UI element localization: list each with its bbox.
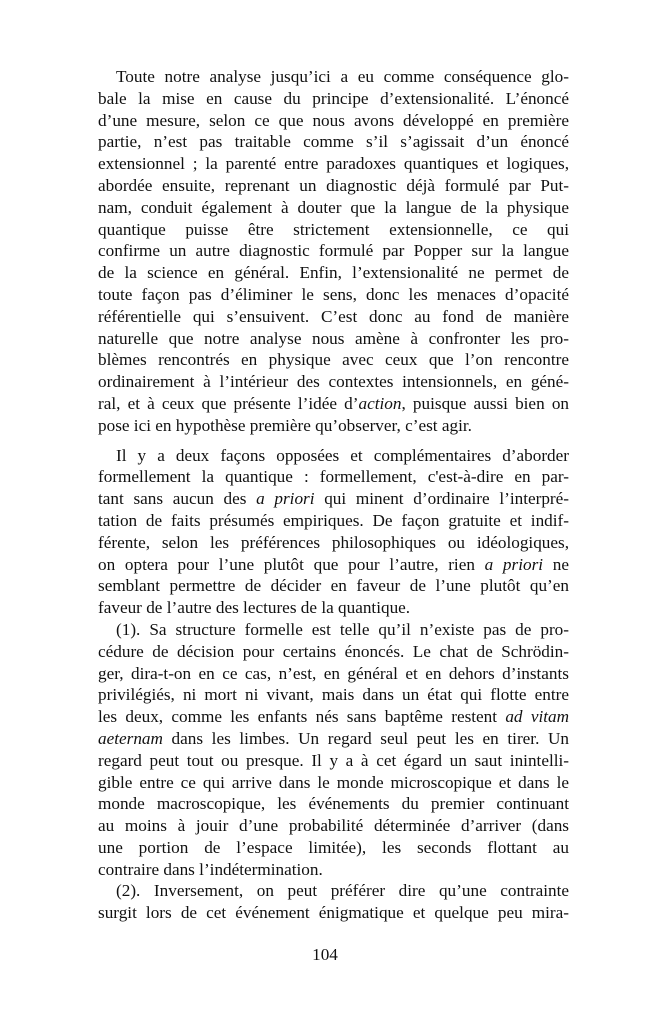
- page-body: [98, 66, 569, 924]
- text-segment: privilégiés, ni mort ni vivant, mais dans un état qui flotte entre: [98, 685, 569, 705]
- text-segment: contraire dans l’indétermination.: [98, 859, 323, 879]
- text-segment: Il y a deux façons opposées et complémentaires d’aborder: [116, 445, 569, 465]
- text-line: [98, 902, 569, 924]
- text-line: [98, 262, 569, 284]
- text-segment: monde macroscopique, les événements du premier continuant: [98, 794, 569, 814]
- text-segment: les deux, comme les enfants nés sans baptême restent: [98, 707, 506, 727]
- text-segment: tation de faits présumés empiriques. De façon gratuite et indif-: [98, 510, 569, 530]
- text-line: [98, 750, 569, 772]
- text-segment: ne: [543, 554, 569, 574]
- text-segment: nam, conduit également à douter que la langue de la physique: [98, 197, 569, 217]
- text-line: [98, 110, 569, 132]
- italic-text: a priori: [256, 489, 315, 509]
- text-line: [98, 880, 569, 902]
- text-segment: bale la mise en cause du principe d’extensionalité. L’énoncé: [98, 88, 569, 108]
- text-segment: confirme un autre diagnostic formulé par Popper sur la langue: [98, 241, 569, 261]
- text-segment: gible entre ce qui arrive dans le monde microscopique et dans le: [98, 772, 569, 792]
- text-line: [98, 306, 569, 328]
- paragraph: [98, 66, 569, 437]
- text-line: [98, 219, 569, 241]
- text-line: [98, 328, 569, 350]
- text-line: [98, 772, 569, 794]
- text-segment: cédure de décision pour certains énoncés. Le chat de Schrödin-: [98, 641, 569, 661]
- text-line: [98, 575, 569, 597]
- text-segment: on optera pour l’une plutôt que pour l’autre, rien: [98, 554, 485, 574]
- text-line: [98, 488, 569, 510]
- text-segment: extensionnel ; la parenté entre paradoxes quantiques et logiques,: [98, 154, 569, 174]
- text-segment: référentielle qui s’ensuivent. C’est donc au fond de manière: [98, 306, 569, 326]
- text-line: [98, 240, 569, 262]
- text-segment: tant sans aucun des: [98, 489, 257, 509]
- text-segment: toute façon pas d’éliminer le sens, donc les menaces d’opacité: [98, 284, 569, 304]
- text-line: [98, 597, 569, 619]
- text-segment: une portion de l’espace limitée), les seconds flottant au: [98, 837, 569, 857]
- paragraph: [98, 445, 569, 925]
- italic-text: ad vitam: [505, 707, 569, 727]
- text-segment: , puisque aussi bien on: [401, 393, 570, 413]
- italic-text: aeternam: [98, 728, 163, 748]
- text-line: [98, 415, 569, 437]
- text-line: [98, 197, 569, 219]
- text-segment: ger, dira-t-on en ce cas, n’est, en général et en dehors d’instants: [98, 663, 569, 683]
- text-line: [98, 837, 569, 859]
- text-segment: férente, selon les préférences philosophiques ou idéologiques,: [98, 532, 569, 552]
- text-line: [98, 793, 569, 815]
- text-line: [98, 88, 569, 110]
- text-segment: d’une mesure, selon ce que nous avons développé en première: [98, 110, 569, 130]
- text-line: [98, 510, 569, 532]
- text-segment: pose ici en hypothèse première qu’observer, c’est agir.: [98, 415, 472, 435]
- text-line: [98, 349, 569, 371]
- text-segment: ral, et à ceux que présente l’idée d’: [98, 393, 359, 413]
- text-line: [98, 859, 569, 881]
- text-line: [98, 728, 569, 750]
- text-line: [98, 684, 569, 706]
- text-line: [98, 175, 569, 197]
- text-line: [98, 131, 569, 153]
- text-line: [98, 284, 569, 306]
- text-segment: (1). Sa structure formelle est telle qu’il n’existe pas de pro-: [116, 619, 569, 639]
- italic-text: action: [358, 393, 402, 413]
- text-segment: abordée ensuite, reprenant un diagnostic déjà formulé par Put-: [98, 175, 569, 195]
- text-segment: partie, n’est pas traitable comme s’il s’agissait d’un énoncé: [98, 132, 569, 152]
- text-line: [98, 153, 569, 175]
- text-segment: au moins à jouir d’une probabilité déterminée d’arriver (dans: [98, 816, 569, 836]
- text-segment: (2). Inversement, on peut préférer dire qu’une contrainte: [116, 881, 569, 901]
- text-segment: de la science en général. Enfin, l’extensionalité ne permet de: [98, 263, 569, 283]
- text-line: [98, 554, 569, 576]
- text-line: [98, 815, 569, 837]
- text-line: [98, 706, 569, 728]
- text-line: [98, 466, 569, 488]
- text-segment: naturelle que notre analyse nous amène à confronter les pro-: [98, 328, 569, 348]
- text-segment: faveur de l’autre des lectures de la quantique.: [98, 598, 411, 618]
- text-segment: surgit lors de cet événement énigmatique et quelque peu mira-: [98, 903, 569, 923]
- text-segment: quantique puisse être strictement extensionnelle, ce qui: [98, 219, 569, 239]
- text-segment: formellement la quantique : formellement, c'est-à-dire en par-: [98, 467, 569, 487]
- text-segment: qui minent d’ordinaire l’interpré-: [314, 489, 569, 509]
- text-line: [98, 663, 569, 685]
- text-line: [98, 532, 569, 554]
- text-segment: regard peut tout ou presque. Il y a à cet égard un saut inintelli-: [98, 750, 569, 770]
- text-line: [98, 445, 569, 467]
- text-line: [98, 619, 569, 641]
- text-line: [98, 393, 569, 415]
- text-segment: blèmes rencontrés en physique avec ceux que l’on rencontre: [98, 350, 569, 370]
- text-segment: ordinairement à l’intérieur des contextes intensionnels, en géné-: [98, 372, 569, 392]
- text-line: [98, 66, 569, 88]
- text-segment: dans les limbes. Un regard seul peut les en tirer. Un: [162, 728, 569, 748]
- italic-text: a priori: [484, 554, 544, 574]
- text-line: [98, 641, 569, 663]
- page-number: 104: [312, 945, 338, 964]
- text-segment: semblant permettre de décider en faveur de l’une plutôt qu’en: [98, 576, 569, 596]
- text-segment: Toute notre analyse jusqu’ici a eu comme conséquence glo-: [116, 67, 569, 86]
- text-line: [98, 371, 569, 393]
